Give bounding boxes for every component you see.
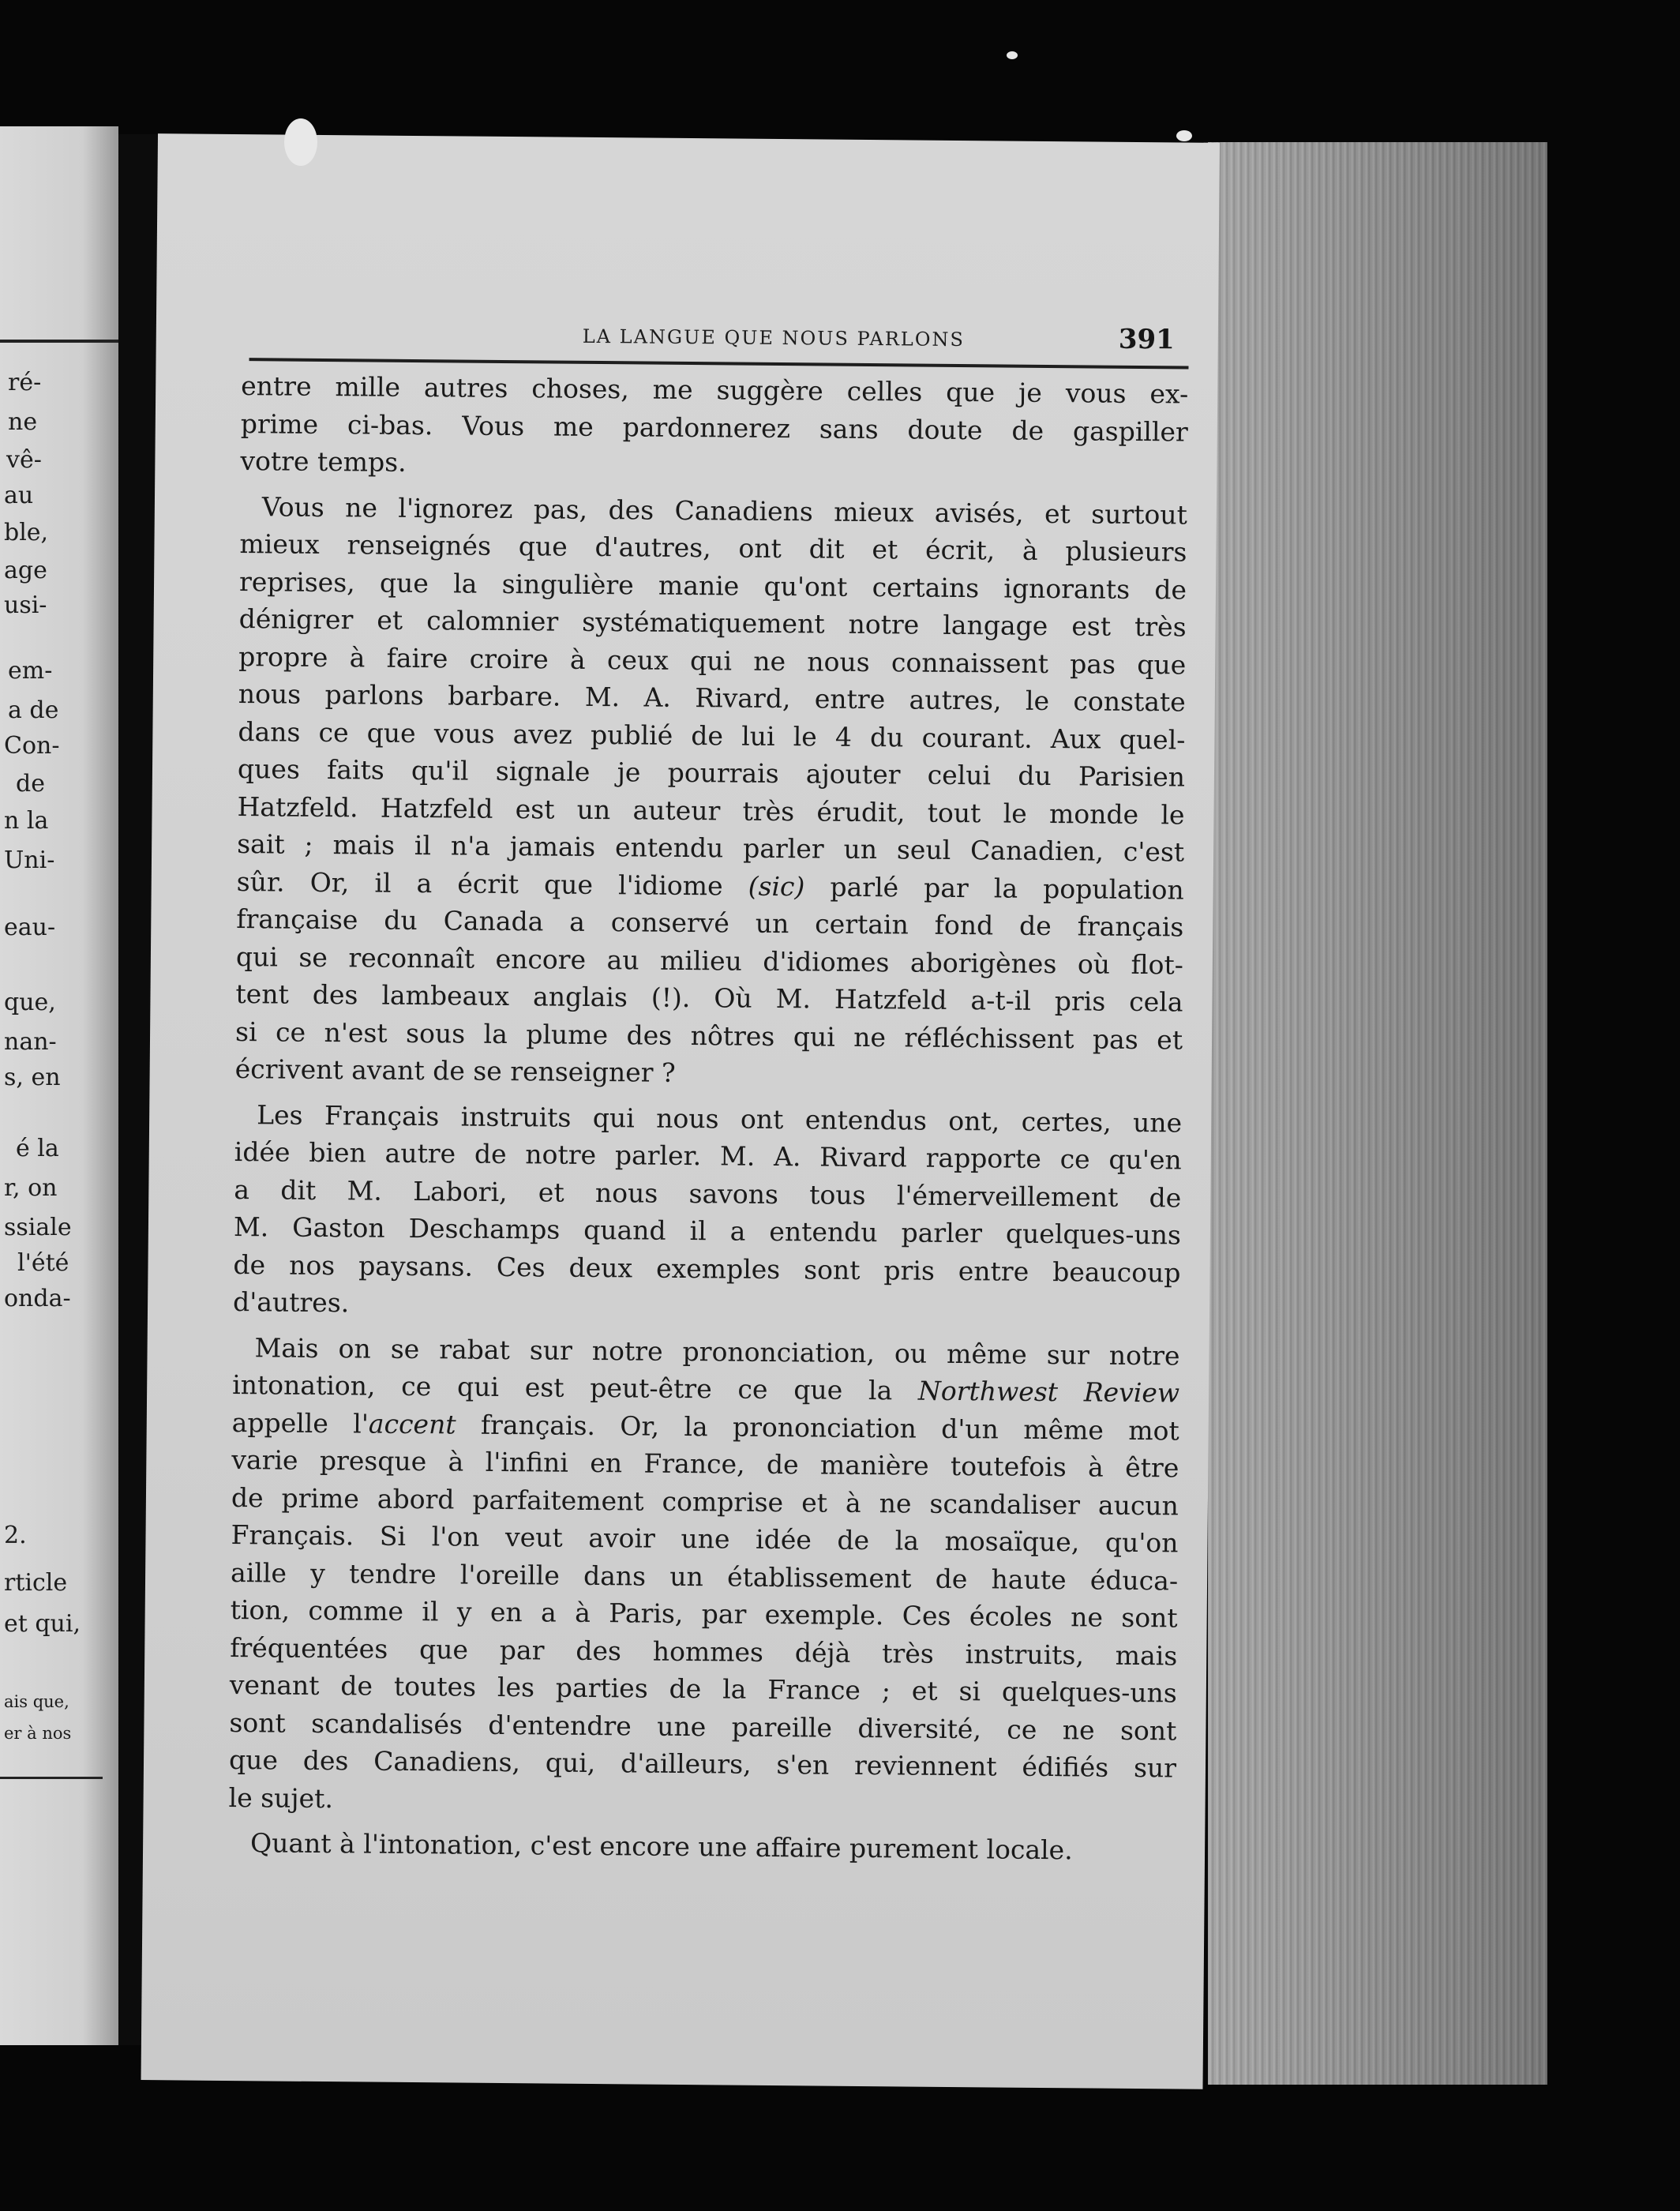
text-line: sont scandalisés d'entendre une pareille diversité, ce ne sont: [229, 1706, 1177, 1746]
text-line: reprises, que la singulière manie qu'ont certains ignorants de: [238, 565, 1187, 606]
text-line: sait ; mais il n'a jamais entendu parler un seul Canadien, c'est: [237, 828, 1185, 868]
text-line: aille y tendre l'oreille dans un établissement de haute éduca-: [230, 1556, 1179, 1596]
left-page-fragment: ssiale: [4, 1214, 72, 1241]
text-line: varie presque à l'infini en France, de manière toutefois à être: [231, 1444, 1179, 1484]
left-page-fragment: que,: [4, 989, 56, 1016]
text-line: prime ci-bas. Vous me pardonnerez sans doute de gaspiller: [240, 407, 1188, 448]
left-page-fragment: n la: [4, 807, 49, 835]
text-line: M. Gaston Deschamps quand il a entendu parler quelques-uns: [233, 1211, 1182, 1251]
scan-dust-spot: [1007, 51, 1018, 59]
left-page-fragment: s, en: [4, 1064, 61, 1091]
left-page-fragment: Con-: [4, 732, 60, 760]
text-line: intonation, ce qui est peut-être ce que la Northwest Review: [232, 1369, 1180, 1409]
left-page-footnote-fragment: ais que,: [4, 1692, 69, 1711]
right-page: [141, 133, 1220, 2089]
left-page-fragment: ble,: [4, 519, 49, 546]
text-line: qui se reconnaît encore au milieu d'idiomes aborigènes où flot-: [235, 940, 1184, 981]
page-block-edges: [1208, 142, 1547, 2085]
page-header: [243, 316, 1198, 364]
text-line: votre temps.: [240, 445, 407, 478]
left-page-fragment: nan-: [4, 1028, 57, 1056]
text-line: le sujet.: [228, 1781, 334, 1814]
text-line: propre à faire croire à ceux qui ne nous connaissent pas que: [238, 640, 1187, 681]
scan-dust-spot: [284, 118, 317, 166]
left-page-fragment: ne: [8, 408, 38, 436]
text-line: Mais on se rabat sur notre prononciation, ou même sur notre: [254, 1331, 1180, 1371]
text-line: Vous ne l'ignorez pas, des Canadiens mieux avisés, et surtout: [261, 490, 1188, 531]
text-line: ques faits qu'il signale je pourrais ajouter celui du Parisien: [237, 753, 1186, 793]
text-line: de nos paysans. Ces deux exemples sont pris entre beaucoup: [233, 1248, 1181, 1288]
page-number: 391: [1118, 323, 1175, 356]
scan-dust-spot: [1176, 130, 1192, 141]
text-line: d'autres.: [232, 1286, 350, 1319]
text-line: tent des lambeaux anglais (!). Où M. Hatzfeld a-t-il pris cela: [235, 978, 1183, 1018]
left-page-fragment: vê-: [6, 446, 42, 474]
left-page-fragment: Uni-: [4, 846, 55, 874]
left-page-footnote-rule: [0, 1777, 103, 1779]
text-line: venant de toutes les parties de la France ; et si quelques-uns: [229, 1669, 1178, 1709]
running-head: LA LANGUE QUE NOUS PARLONS: [582, 325, 966, 351]
text-line: a dit M. Labori, et nous savons tous l'émerveillement de: [234, 1173, 1182, 1213]
text-line: appelle l'accent français. Or, la prononciation d'un même mot: [231, 1406, 1179, 1446]
text-line: Les Français instruits qui nous ont entendus ont, certes, une: [257, 1098, 1183, 1138]
left-page-fragment: de: [16, 770, 45, 798]
left-page-footnote-fragment: er à nos: [4, 1724, 72, 1743]
text-line: Hatzfeld. Hatzfeld est un auteur très érudit, tout le monde le: [237, 790, 1185, 831]
text-line: française du Canada a conservé un certain fond de français: [236, 903, 1184, 943]
text-line: de prime abord parfaitement comprise et à ne scandaliser aucun: [231, 1481, 1179, 1521]
left-page-fragment: l'été: [17, 1249, 69, 1277]
text-line: fréquentées que par des hommes déjà très instruits, mais: [230, 1631, 1178, 1671]
text-line: dans ce que vous avez publié de lui le 4 du courant. Aux quel-: [238, 715, 1186, 756]
text-line: que des Canadiens, qui, d'ailleurs, s'en reviennent édifiés sur: [228, 1744, 1177, 1784]
left-page-fragment: eau-: [4, 914, 56, 941]
text-line: dénigrer et calomnier systématiquement notre langage est très: [238, 603, 1187, 643]
left-page-fragment: et qui,: [4, 1610, 81, 1638]
text-line: entre mille autres choses, me suggère celles que je vous ex-: [241, 370, 1189, 410]
left-facing-page: [0, 126, 118, 2045]
left-page-fragment: em-: [8, 657, 53, 685]
left-page-fragment: au: [4, 482, 34, 509]
text-line: tion, comme il y en a à Paris, par exemple. Ces écoles ne sont: [230, 1594, 1178, 1634]
left-page-fragment: usi-: [4, 591, 47, 619]
left-page-fragment: age: [4, 557, 47, 584]
left-page-fragment: onda-: [4, 1285, 71, 1312]
left-page-head-rule: [0, 340, 118, 343]
text-line: sûr. Or, il a écrit que l'idiome (sic) parlé par la population: [236, 865, 1184, 906]
text-line: nous parlons barbare. M. A. Rivard, entre autres, le constate: [238, 678, 1186, 718]
text-line: Quant à l'intonation, c'est encore une affaire purement locale.: [249, 1827, 1073, 1866]
text-line: mieux renseignés que d'autres, ont dit et écrit, à plusieurs: [239, 528, 1187, 568]
left-page-fragment: ré-: [8, 369, 42, 396]
left-page-fragment: é la: [16, 1135, 59, 1162]
text-line: idée bien autre de notre parler. M. A. Rivard rapporte ce qu'en: [234, 1136, 1182, 1176]
left-page-fragment: rticle: [4, 1569, 68, 1597]
left-page-fragment: r, on: [4, 1174, 58, 1202]
left-page-fragment: a de: [8, 696, 59, 724]
text-line: écrivent avant de se renseigner ?: [234, 1053, 676, 1088]
text-line: Français. Si l'on veut avoir une idée de la mosaïque, qu'on: [231, 1519, 1179, 1559]
text-line: si ce n'est sous la plume des nôtres qui ne réfléchissent pas et: [234, 1015, 1183, 1056]
page-body-text: [228, 367, 1188, 1870]
left-page-fragment: 2.: [4, 1522, 27, 1549]
